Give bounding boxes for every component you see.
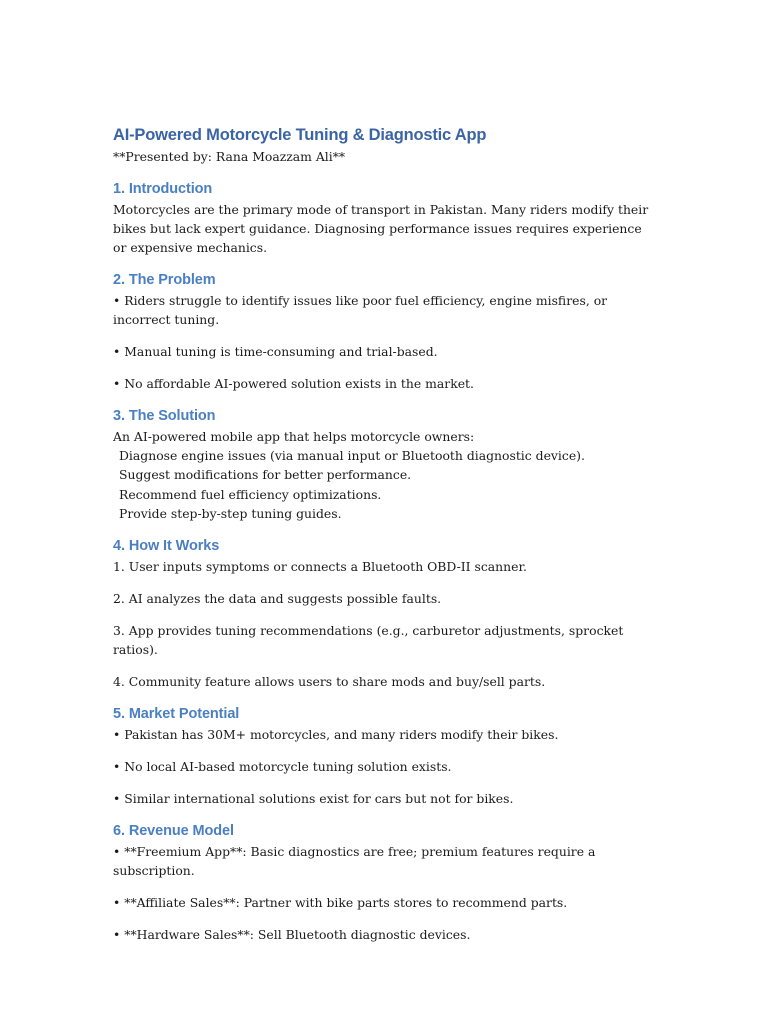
document-title: AI-Powered Motorcycle Tuning & Diagnostic App [113, 126, 487, 144]
market-item: • Similar international solutions exist for cars but not for bikes. [113, 791, 514, 807]
how-it-works-step: 4. Community feature allows users to share mods and buy/sell parts. [113, 674, 546, 690]
revenue-item: • **Hardware Sales**: Sell Bluetooth diagnostic devices. [113, 927, 471, 943]
solution-intro: An AI-powered mobile app that helps motorcycle owners: [113, 429, 475, 444]
introduction-paragraph: Motorcycles are the primary mode of transport in Pakistan. Many riders modify their bikes but lack expert guidance. Diagnosing performance issues requires experience or expensive mechanics. [113, 202, 649, 255]
market-item: • Pakistan has 30M+ motorcycles, and many riders modify their bikes. [113, 727, 559, 743]
section-heading-problem: 2. The Problem [113, 272, 216, 288]
problem-item: • Riders struggle to identify issues like poor fuel efficiency, engine misfires, or incorrect tuning. [113, 293, 608, 327]
section-heading-solution: 3. The Solution [113, 408, 216, 424]
how-it-works-step: 2. AI analyzes the data and suggests possible faults. [113, 591, 442, 607]
solution-list [113, 446, 653, 523]
revenue-item: • **Freemium App**: Basic diagnostics are free; premium features require a subscription. [113, 844, 596, 879]
solution-item: Recommend fuel efficiency optimizations. [119, 486, 382, 502]
section-heading-market-potential: 5. Market Potential [113, 706, 240, 723]
problem-item: • Manual tuning is time-consuming and trial-based. [113, 344, 438, 359]
presenter-line: **Presented by: Rana Moazzam Ali** [113, 149, 346, 164]
solution-item: Suggest modifications for better performance. [119, 467, 412, 483]
section-heading-introduction: 1. Introduction [113, 181, 213, 197]
how-it-works-step: 1. User inputs symptoms or connects a Bluetooth OBD-II scanner. [113, 559, 527, 575]
solution-item: Diagnose engine issues (via manual input or Bluetooth diagnostic device). [119, 448, 585, 463]
revenue-item: • **Affiliate Sales**: Partner with bike parts stores to recommend parts. [113, 895, 568, 911]
market-item: • No local AI-based motorcycle tuning solution exists. [113, 759, 452, 775]
section-heading-how-it-works: 4. How It Works [113, 538, 220, 555]
problem-item: • No affordable AI-powered solution exists in the market. [113, 376, 474, 391]
solution-item: Provide step-by-step tuning guides. [119, 505, 342, 521]
section-heading-revenue-model: 6. Revenue Model [113, 823, 234, 840]
document-page [113, 123, 653, 956]
how-it-works-step: 3. App provides tuning recommendations (e.g., carburetor adjustments, sprocket ratios). [113, 623, 624, 658]
